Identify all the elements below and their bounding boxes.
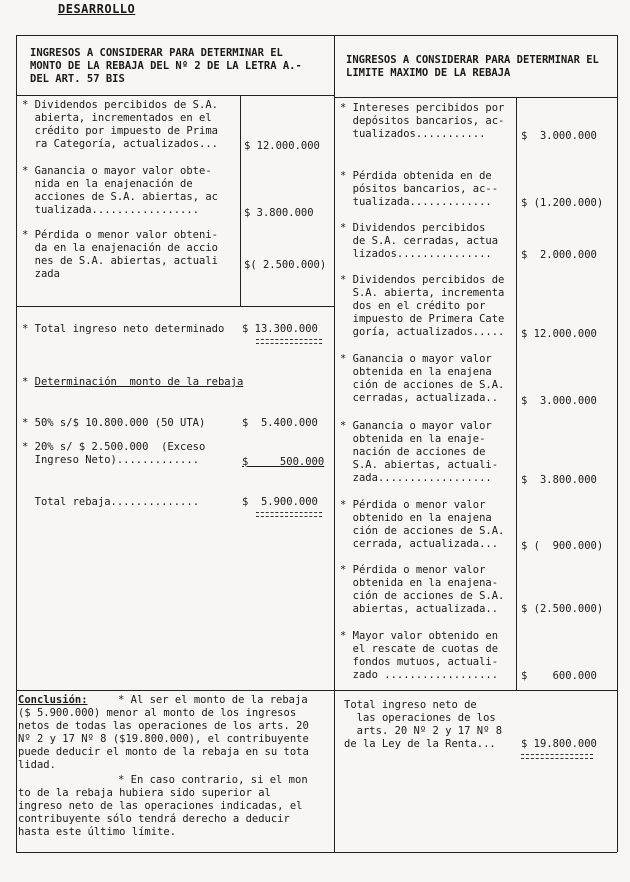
total-rebaja-amount: $ 5.900.000 <box>242 496 318 508</box>
page-title: DESARROLLO <box>58 2 136 16</box>
determination-item-text: * 20% s/ $ 2.500.000 (Exceso Ingreso Neto)............. <box>22 441 206 466</box>
right-total-label: Total ingreso neto de las operaciones de los arts. 20 Nº 2 y 17 Nº 8 de la Ley de la Renta... <box>344 699 503 750</box>
right-item-text: * Intereses percibidos por depósitos bancarios, ac- tualizados........... <box>340 102 505 140</box>
right-item-amount: $ 12.000.000 <box>521 328 597 340</box>
conclusion-paragraph-1: * Al ser el monto de la rebaja ($ 5.900.000) menor al monto de los ingresos netos de todas las operaciones de los arts. 20 Nº 2 y 17 Nº 8 ($19.800.000), el contribuyente puede deducir el monto de la rebaja en su tota lidad. <box>18 694 309 771</box>
conclusion-label: Conclusión: <box>18 694 88 706</box>
determination-item-amount: $ 500.000 <box>242 456 325 468</box>
right-item-text: * Dividendos percibidos de S.A. abierta, incrementa dos en el crédito por impuesto de Primera Cate goría, actualizados..... <box>340 274 505 338</box>
conclusion-paragraph-2: * En caso contrario, si el mon to de la rebaja hubiera sido superior al ingreso neto de las operaciones indicadas, el contribuyente sólo tendrá derecho a deducir hasta este último límite. <box>18 774 308 838</box>
right-item-amount: $ ( 900.000) <box>521 540 604 552</box>
double-underline <box>521 754 593 759</box>
left-column-header: INGRESOS A CONSIDERAR PARA DETERMINAR EL MONTO DE LA REBAJA DEL Nº 2 DE LA LETRA A.- DEL ART. 57 BIS <box>30 47 302 85</box>
left-item-text: * Ganancia o mayor valor obte- nida en la enajenación de acciones de S.A. abiertas, ac tualizada................. <box>22 165 218 216</box>
right-column-header: INGRESOS A CONSIDERAR PARA DETERMINAR EL LIMITE MAXIMO DE LA REBAJA <box>346 54 599 79</box>
left-item-amount: $ 3.800.000 <box>244 207 314 219</box>
left-total-label: * Total ingreso neto determinado <box>22 323 225 335</box>
right-item-amount: $ 3.000.000 <box>521 395 597 407</box>
left-item-text: * Pérdida o menor valor obteni- da en la enajenación de accio nes de S.A. abiertas, actuali zada <box>22 229 218 280</box>
left-item-text: * Dividendos percibidos de S.A. abierta, incrementados en el crédito por impuesto de Prima ra Categoría, actualizados... <box>22 99 218 150</box>
determination-item-text: * 50% s/$ 10.800.000 (50 UTA) <box>22 417 206 429</box>
right-item-text: * Ganancia o mayor valor obtenida en la enaje- nación de acciones de S.A. abiertas, actuali- zada.................. <box>340 420 499 484</box>
right-item-text: * Pérdida obtenida en de pósitos bancarios, ac-- tualizada............. <box>340 170 499 208</box>
right-item-text: * Pérdida o menor valor obtenida en la enajena- ción de acciones de S.A. abiertas, actualizada.. <box>340 564 505 615</box>
double-underline <box>256 339 322 344</box>
right-total-amount: $ 19.800.000 <box>521 738 597 750</box>
determination-item-amount: $ 5.400.000 <box>242 417 318 429</box>
left-item-amount: $( 2.500.000) <box>244 259 327 271</box>
total-rebaja-label: Total rebaja.............. <box>22 496 200 508</box>
right-item-text: * Dividendos percibidos de S.A. cerradas, actua lizados............... <box>340 222 499 260</box>
right-item-amount: $ (2.500.000) <box>521 603 604 615</box>
left-total-amount: $ 13.300.000 <box>242 323 318 335</box>
double-underline <box>256 512 322 517</box>
right-item-amount: $ 2.000.000 <box>521 249 597 261</box>
right-item-amount: $ 600.000 <box>521 670 597 682</box>
right-item-amount: $ 3.000.000 <box>521 130 597 142</box>
right-item-text: * Mayor valor obtenido en el rescate de cuotas de fondos mutuos, actuali- zado .................. <box>340 630 499 681</box>
right-item-amount: $ 3.800.000 <box>521 474 597 486</box>
right-item-text: * Ganancia o mayor valor obtenida en la enajena ción de acciones de S.A. cerradas, actualizada.. <box>340 353 505 404</box>
determination-title-text: Determinación monto de la rebaja <box>34 376 244 388</box>
determination-title: * Determinación monto de la rebaja <box>22 376 244 388</box>
right-item-amount: $ (1.200.000) <box>521 197 604 209</box>
left-item-amount: $ 12.000.000 <box>244 140 320 152</box>
right-item-text: * Pérdida o menor valor obtenido en la enajena ción de acciones de S.A. cerrada, actualizada... <box>340 499 505 550</box>
